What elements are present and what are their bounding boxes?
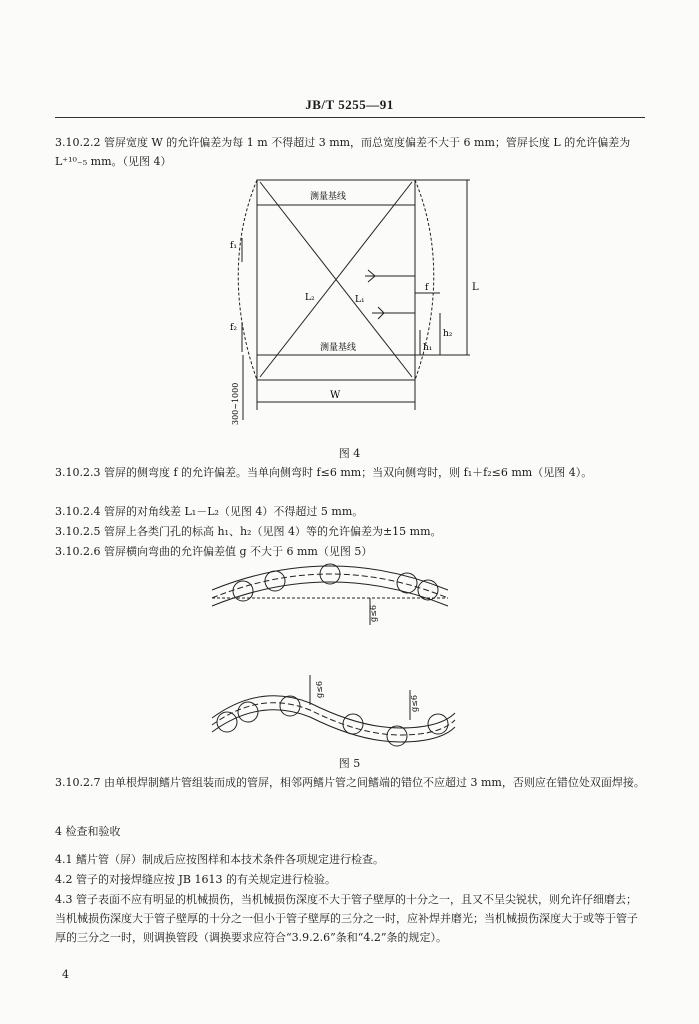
- f2-label: f₂: [230, 323, 237, 333]
- para-3-10-2-7: 3.10.2.7 由单根焊制鳍片管组装而成的管屏，相邻两鳍片管之间鳍端的错位不应超过 3 mm，否则应在错位处双面焊接。: [55, 776, 645, 789]
- para-3-10-2-6: 3.10.2.6 管屏横向弯曲的允许偏差值 g 不大于 6 mm（见图 5）: [55, 545, 373, 558]
- figure-4-caption: 图 4: [338, 447, 361, 460]
- l2-label: L₂: [305, 293, 315, 303]
- g-label-2: g≤6: [315, 681, 324, 698]
- para-4-3: 4.3 管子表面不应有明显的机械损伤，当机械损伤深度不大于管子壁厚的十分之一，且又不呈尖锐状，则允许仔细磨去；当机械损伤深度大于管子壁厚的十分之一但小于管子壁厚的三分之一时，应补焊并磨光；当机械损伤深度大于或等于管子厚的三分之一时，则调换管段（调换要求应符合“3.9.2.6”条和“4.2”条的规定）。: [55, 893, 638, 944]
- top-baseline-label: 测量基线: [310, 192, 347, 202]
- figure-5-caption: 图 5: [338, 757, 361, 770]
- bottom-baseline-label: 测量基线: [320, 343, 357, 353]
- side-dim-label: 300~1000: [231, 382, 240, 425]
- tube-9: [343, 714, 363, 734]
- h1-label: h₁: [423, 343, 433, 353]
- para-3-10-2-2: 3.10.2.2 管屏宽度 W 的允许偏差为每 1 m 不得超过 3 mm，而总宽度偏差不大于 6 mm；管屏长度 L 的允许偏差为 L⁺¹⁰₋₅ mm。（见图 4）: [55, 136, 631, 168]
- wave-lower-edge: [212, 710, 455, 742]
- para-3-10-2-4: 3.10.2.4 管屏的对角线差 L₁－L₂（见图 4）不得超过 5 mm。: [55, 505, 364, 518]
- para-4-1: 4.1 鳍片管（屏）制成后应按图样和本技术条件各项规定进行检查。: [55, 853, 384, 866]
- f-label: f: [425, 283, 429, 293]
- document-header: JB/T 5255—91: [305, 97, 394, 112]
- para-4-2: 4.2 管子的对接焊缝应按 JB 1613 的有关规定进行检验。: [55, 873, 336, 886]
- tube-11: [428, 714, 448, 734]
- tube-10: [387, 726, 407, 746]
- para-3-10-2-5: 3.10.2.5 管屏上各类门孔的标高 h₁、h₂（见图 4）等的允许偏差为±15 mm。: [55, 525, 442, 538]
- length-label: L: [472, 282, 479, 293]
- width-label: W: [330, 390, 341, 401]
- page-number: 4: [62, 968, 69, 981]
- g-label-1: g≤6: [369, 605, 378, 622]
- l1-label: L₁: [355, 295, 365, 305]
- para-3-10-2-3: 3.10.2.3 管屏的侧弯度 f 的允许偏差。当单向侧弯时 f≤6 mm；当双向侧弯时，则 f₁＋f₂≤6 mm（见图 4）。: [55, 466, 593, 479]
- section-4-title: 4 检查和验收: [55, 825, 121, 838]
- g-label-3: g≤6: [410, 695, 419, 712]
- h2-label: h₂: [443, 329, 453, 339]
- f1-label: f₁: [230, 241, 237, 251]
- bow-upper-edge: [212, 566, 448, 590]
